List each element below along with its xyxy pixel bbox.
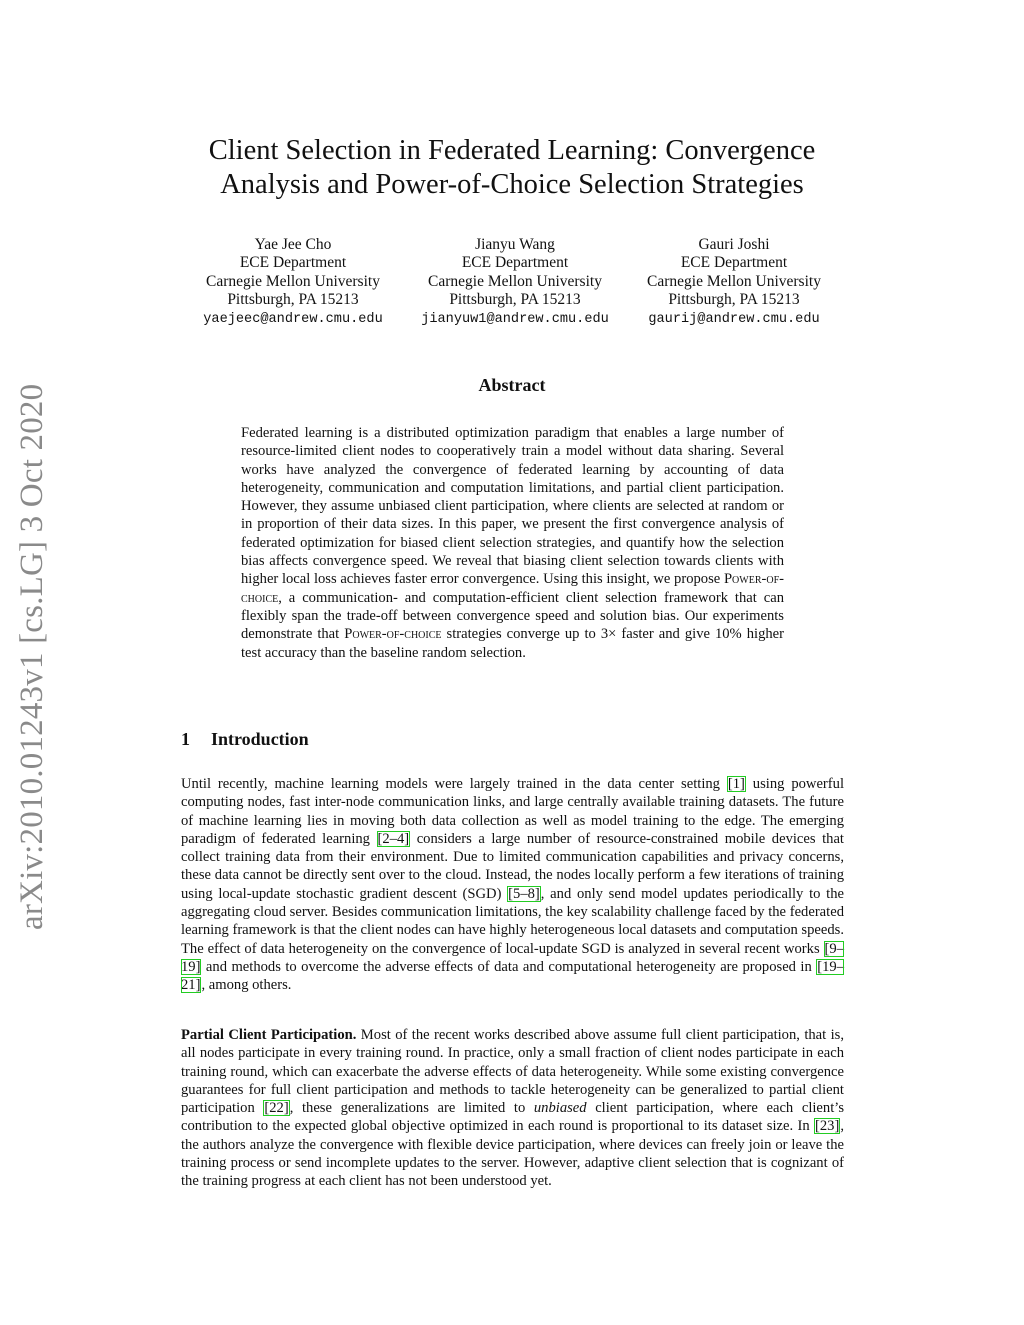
abstract-part-c: strategies converge up to 3× faster and give 10% higher test accuracy than the baseline random selection. xyxy=(241,626,785,661)
abstract-part-b: , a communication- and computation-efficient client selection framework that can flexibly span the trade-off between convergence speed and solution bias. Our experiments demonstrate that xyxy=(241,589,784,643)
author-address: Pittsburgh, PA 15213 xyxy=(227,290,359,308)
paragraph-text: Most of the recent works described above assume full client participation, that is, all nodes participate in every training round. In practice, only a small fraction of client nodes participate in each training round, which can exacerbate the adverse effects of data heterogeneity. While some existing convergence guarantees for full client participation and methods to tackle heterogeneity can be generalized to partial client participation xyxy=(181,1027,844,1117)
citation-link[interactable]: [1] xyxy=(727,776,745,792)
author-email: jianyuw1@andrew.cmu.edu xyxy=(421,312,609,328)
section-title: Introduction xyxy=(211,729,309,749)
paragraph-text: and methods to overcome the adverse effects of data and computational heterogeneity are proposed in xyxy=(201,958,817,975)
citation-link[interactable]: [9–19] xyxy=(181,940,844,975)
paragraph-text: Until recently, machine learning models were largely trained in the data center setting xyxy=(181,776,720,792)
abstract-part-a: Federated learning is a distributed optimization paradigm that enables a large number of resource-limited client nodes to cooperatively train a model without data sharing. Several works have analyzed the convergence of federated learning by accounting of data heterogeneity, communication and computation limitations, and partial client participation. However, they assume unbiased client participation, where clients are selected at random or in proportion of their data sizes. In this paper, we present the first convergence analysis of federated optimization for biased client selection strategies, and quantify how the selection bias affects convergence speed. We reveal that biasing client selection towards clients with higher local loss achieves faster error convergence. Using this insight, we propose xyxy=(241,425,784,588)
author-email: gaurij@andrew.cmu.edu xyxy=(648,312,820,328)
section-number: 1 xyxy=(181,729,190,749)
paragraph-text: , these generalizations are limited to xyxy=(289,1100,534,1117)
author-block-1 xyxy=(178,236,408,329)
arxiv-identifier-stamp: arXiv:2010.01243v1 [cs.LG] 3 Oct 2020 xyxy=(14,383,50,930)
paragraph-run-in-heading: Partial Client Participation. xyxy=(181,1027,357,1043)
paper-title xyxy=(150,134,874,202)
author-name: Gauri Joshi xyxy=(698,236,770,253)
author-email: yaejeec@andrew.cmu.edu xyxy=(203,312,383,328)
author-university: Carnegie Mellon University xyxy=(206,272,380,290)
author-name: Yae Jee Cho xyxy=(254,236,332,253)
author-address: Pittsburgh, PA 15213 xyxy=(668,290,800,308)
citation-link[interactable]: [2–4] xyxy=(377,830,410,847)
author-block-3 xyxy=(619,236,849,329)
author-university: Carnegie Mellon University xyxy=(647,272,821,290)
paragraph-text: , among others. xyxy=(201,977,292,994)
author-block-2 xyxy=(400,236,630,329)
citation-link[interactable]: [5–8] xyxy=(508,885,540,902)
paragraph-text: using powerful computing nodes, fast inter-node communication links, and large centrally available training datasets. The future of machine learning lies in moving both data collection as well as model training to the edge. The emerging paradigm of federated learning xyxy=(181,776,844,847)
intro-paragraph-1 xyxy=(181,775,844,995)
method-name: Power-of-choice xyxy=(344,626,442,643)
title-line-2: Analysis and Power-of-Choice Selection Strategies xyxy=(220,169,804,200)
abstract-text xyxy=(241,424,784,662)
paragraph-text: client participation, where each client’s contribution to the expected global objective optimized in each round is proportional to its dataset size. In xyxy=(181,1100,844,1135)
author-name: Jianyu Wang xyxy=(475,236,555,253)
paragraph-text: , the authors analyze the convergence with flexible device participation, where devices can freely join or leave the training process or send incomplete updates to the server. However, adaptive client selection that is cognizant of the training progress at each client has not been understood yet. xyxy=(181,1118,844,1190)
author-university: Carnegie Mellon University xyxy=(428,272,602,290)
paragraph-text: , and only send model updates periodically to the aggregating cloud server. Besides communication limitations, the key scalability challenge faced by the federated learning framework is that the client nodes can have highly heterogeneous local datasets and computation speeds. The effect of data heterogeneity on the convergence of local-update SGD is analyzed in several recent works xyxy=(181,885,844,957)
author-department: ECE Department xyxy=(461,254,569,272)
author-address: Pittsburgh, PA 15213 xyxy=(449,290,581,308)
author-department: ECE Department xyxy=(680,254,788,272)
emphasized-term: unbiased xyxy=(533,1100,587,1117)
abstract-heading: Abstract xyxy=(478,375,546,395)
title-line-1: Client Selection in Federated Learning: Convergence xyxy=(208,135,816,166)
citation-link[interactable]: [19–21] xyxy=(181,958,844,994)
citation-link[interactable]: [22] xyxy=(264,1100,289,1117)
intro-paragraph-2 xyxy=(181,1026,844,1191)
method-name: Power-of-choice xyxy=(241,571,784,606)
author-department: ECE Department xyxy=(239,254,347,272)
section-heading-introduction xyxy=(181,729,309,750)
paragraph-text: considers a large number of resource-constrained mobile devices that collect training data from their environment. Due to limited communication capabilities and privacy concerns, these data cannot be directly sent over to the cloud. Instead, the nodes locally perform a few iterations of training using local-update stochastic gradient descent (SGD) xyxy=(181,830,844,902)
citation-link[interactable]: [23] xyxy=(815,1118,840,1135)
